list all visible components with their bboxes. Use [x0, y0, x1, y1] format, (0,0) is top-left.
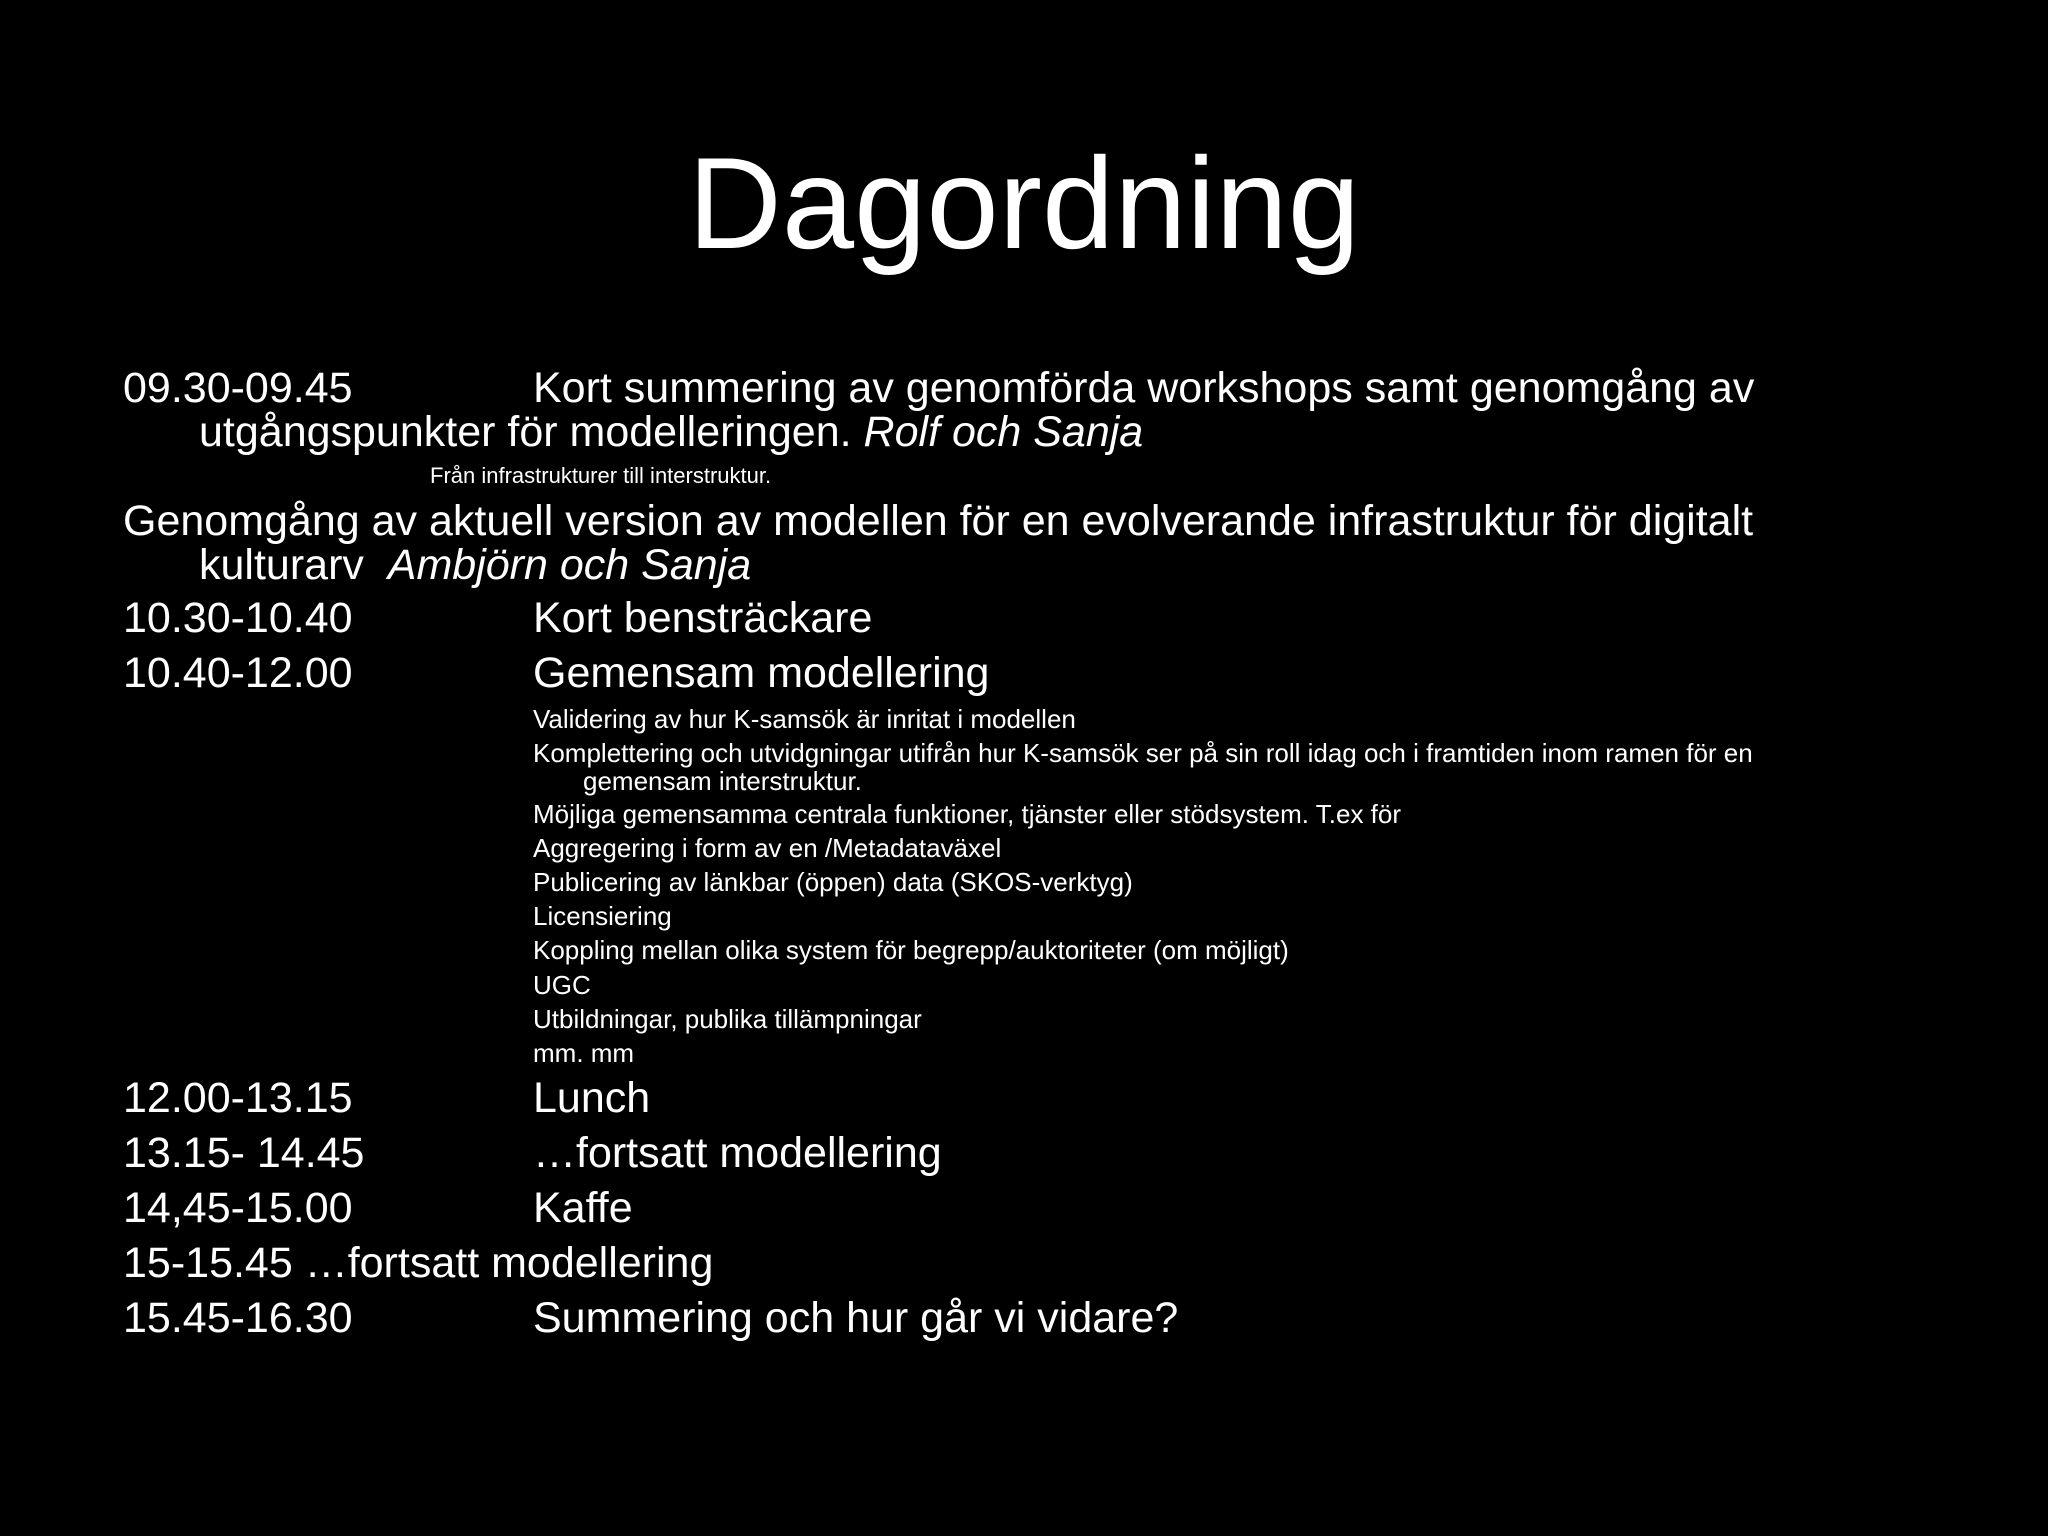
- agenda-time-7: 14,45-15.00: [123, 1184, 353, 1232]
- detail-item: Publicering av länkbar (öppen) data (SKOS-verktyg): [533, 867, 1133, 897]
- detail-item: Utbildningar, publika tillämpningar: [533, 1004, 922, 1034]
- detail-item-cont: gemensam interstruktur.: [583, 766, 862, 796]
- agenda-presenter-1: Rolf och Sanja: [863, 408, 1144, 456]
- agenda-text-2-cont: [199, 543, 751, 587]
- agenda-text-1: Kort summering av genomförda workshops samt genomgång av: [533, 364, 1755, 412]
- agenda-time-3: 10.30-10.40: [123, 594, 353, 642]
- agenda-time-5: 12.00-13.15: [123, 1074, 353, 1122]
- detail-item: Komplettering och utvidgningar utifrån hur K-samsök ser på sin roll idag och i framtiden inom ramen för en: [533, 738, 1753, 768]
- agenda-subnote-1: Från infrastrukturer till interstruktur.: [430, 463, 772, 488]
- agenda-text-1-line2: utgångspunkter för modelleringen.: [199, 408, 852, 456]
- agenda-presenter-2: Ambjörn och Sanja: [387, 541, 752, 589]
- agenda-text-2-line2: kulturarv: [199, 541, 364, 589]
- agenda-time-1: 09.30-09.45: [123, 364, 353, 412]
- detail-item: Licensiering: [533, 901, 672, 931]
- agenda-text-3: Kort bensträckare: [533, 594, 873, 642]
- detail-item: mm. mm: [533, 1038, 635, 1068]
- agenda-text-2: Genomgång av aktuell version av modellen för en evolverande infrastruktur för digitalt: [123, 497, 1754, 545]
- slide-title: Dagordning: [687, 130, 1361, 276]
- agenda-time-6: 13.15- 14.45: [123, 1129, 365, 1177]
- agenda-text-7: Kaffe: [533, 1184, 633, 1232]
- detail-item: Möjliga gemensamma centrala funktioner, tjänster eller stödsystem. T.ex för: [533, 799, 1402, 829]
- detail-item: Aggregering i form av en /Metadataväxel: [533, 833, 1002, 863]
- agenda-text-9: Summering och hur går vi vidare?: [533, 1294, 1179, 1342]
- agenda-line-8: 15-15.45 …fortsatt modellering: [123, 1239, 714, 1287]
- agenda-text-6: …fortsatt modellering: [533, 1129, 942, 1177]
- agenda-time-4: 10.40-12.00: [123, 649, 353, 697]
- detail-item: Koppling mellan olika system för begrepp/auktoriteter (om möjligt): [533, 935, 1289, 965]
- agenda-text-1-cont: [199, 410, 1143, 454]
- agenda-time-9: 15.45-16.30: [123, 1294, 353, 1342]
- agenda-text-5: Lunch: [533, 1074, 651, 1122]
- agenda-text-4: Gemensam modellering: [533, 649, 990, 697]
- detail-item: Validering av hur K-samsök är inritat i modellen: [533, 704, 1076, 734]
- detail-item: UGC: [533, 970, 591, 1000]
